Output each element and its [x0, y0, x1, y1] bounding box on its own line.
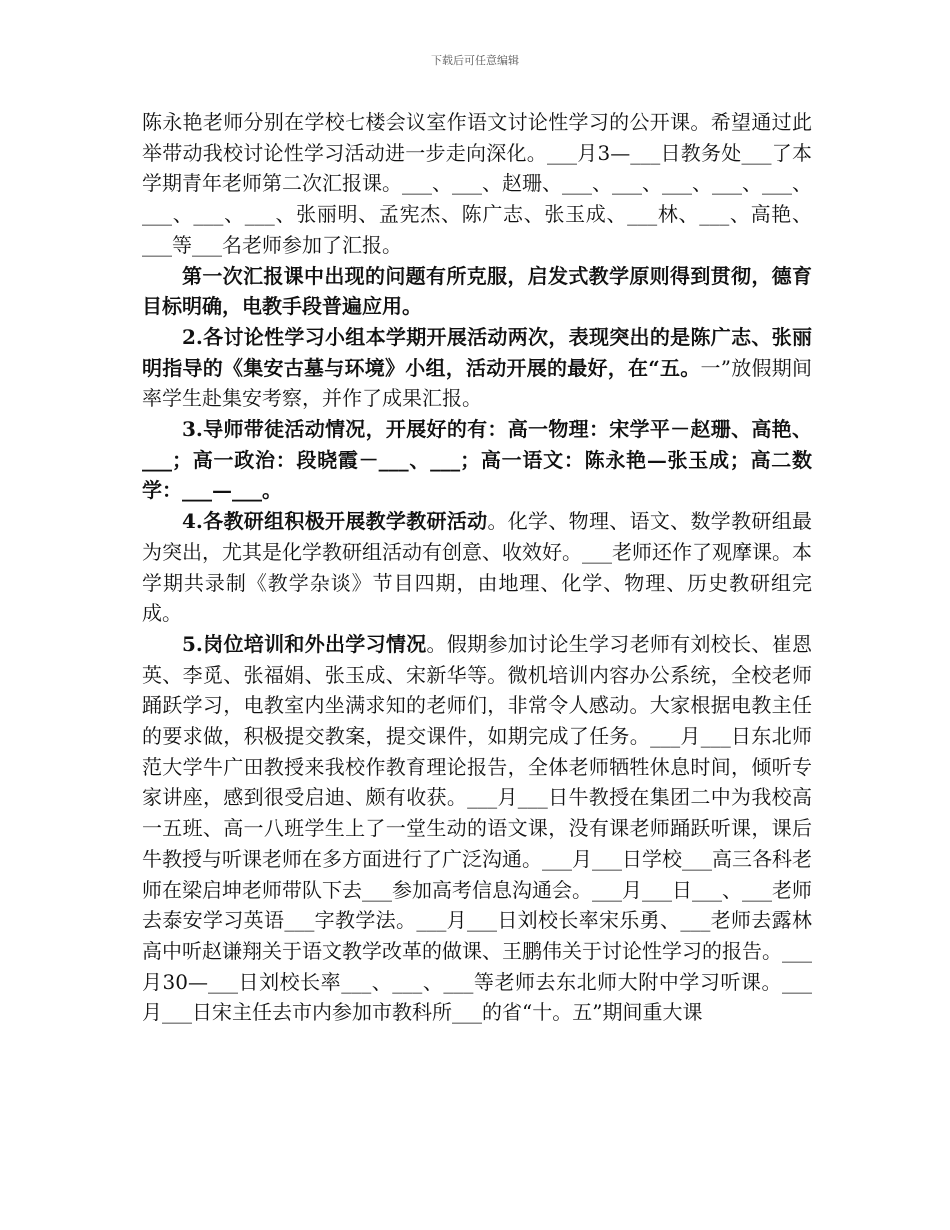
item-5-text: 。假期参加讨论生学习老师有刘校长、崔恩英、李觅、张福娟、张玉成、宋新华等。微机培训内容办公系统，全校老师踊跃学习，电教室内坐满求知的老师们，非常令人感动。大家根据电教主任的要求做，积极提交教案，提交课件，如期完成了任务。___月___日东北师范大学牛广田教授来我校作教育理论报告，全体老师牺牲休息时间，倾听专家讲座，感到很受启迪、颇有收获。___月___日牛教授在集团二中为我校高一五班、高一八班学生上了一堂生动的语文课，没有课老师踊跃听课，课后牛教授与听课老师在多方面进行了广泛沟通。___月___日学校___高三各科老师在梁启坤老师带队下去___参加高考信息沟通会。___月___日___、___老师去泰安学习英语___字教学法。___月___日刘校长率宋乐勇、___老师去露林高中听赵谦翔关于语文教学改革的做课、王鹏伟关于讨论性学习的报告。___月30—___日刘校长率___、___、___等老师去东北师大附中学习听课。___月___日宋主任去市内参加市教科所___的省“十。五”期间重大课: [142, 631, 812, 1025]
item-5-heading: 5.岗位培训和外出学习情况: [182, 631, 427, 656]
page-header: 下载后可任意编辑: [431, 54, 519, 67]
paragraph-item-3: 3.导师带徒活动情况，开展好的有：高一物理：宋学平－赵珊、高艳、___；高一政治：段晓霞－___、___；高一语文：陈永艳—张玉成；高二数学：___—___。: [142, 417, 812, 503]
item-2-text: 一”放假期间率学生赴集安考察，并作了成果汇报。: [142, 355, 812, 411]
document-body: [142, 107, 812, 1028]
item-4-heading: 4.各教研组积极开展教学教研活动: [182, 509, 488, 534]
paragraph-item-2: [142, 322, 812, 414]
item-2-heading: 2.各讨论性学习小组本学期开展活动两次，表现突出的是陈广志、张丽明指导的《集安古墓与环境》小组，活动开展的最好，在“五。: [142, 324, 812, 380]
paragraph-item-5: [142, 629, 812, 1028]
paragraph-summary: 第一次汇报课中出现的问题有所克服，启发式教学原则得到贯彻，德育目标明确，电教手段普遍应用。: [142, 263, 812, 319]
item-4-text: 。化学、物理、语文、数学教研组最为突出，尤其是化学教研组活动有创意、收效好。___老师还作了观摩课。本学期共录制《教学杂谈》节目四期，由地理、化学、物理、历史教研组完成。: [142, 509, 812, 626]
paragraph-item-4: [142, 506, 812, 629]
paragraph-continuation: 陈永艳老师分别在学校七楼会议室作语文讨论性学习的公开课。希望通过此举带动我校讨论性学习活动进一步走向深化。___月3—___日教务处___了本学期青年老师第二次汇报课。___、___、赵珊、___、___、___、___、___、___、___、___、张丽明、孟宪杰、陈广志、张玉成、___林、___、高艳、___等___名老师参加了汇报。: [142, 110, 812, 257]
